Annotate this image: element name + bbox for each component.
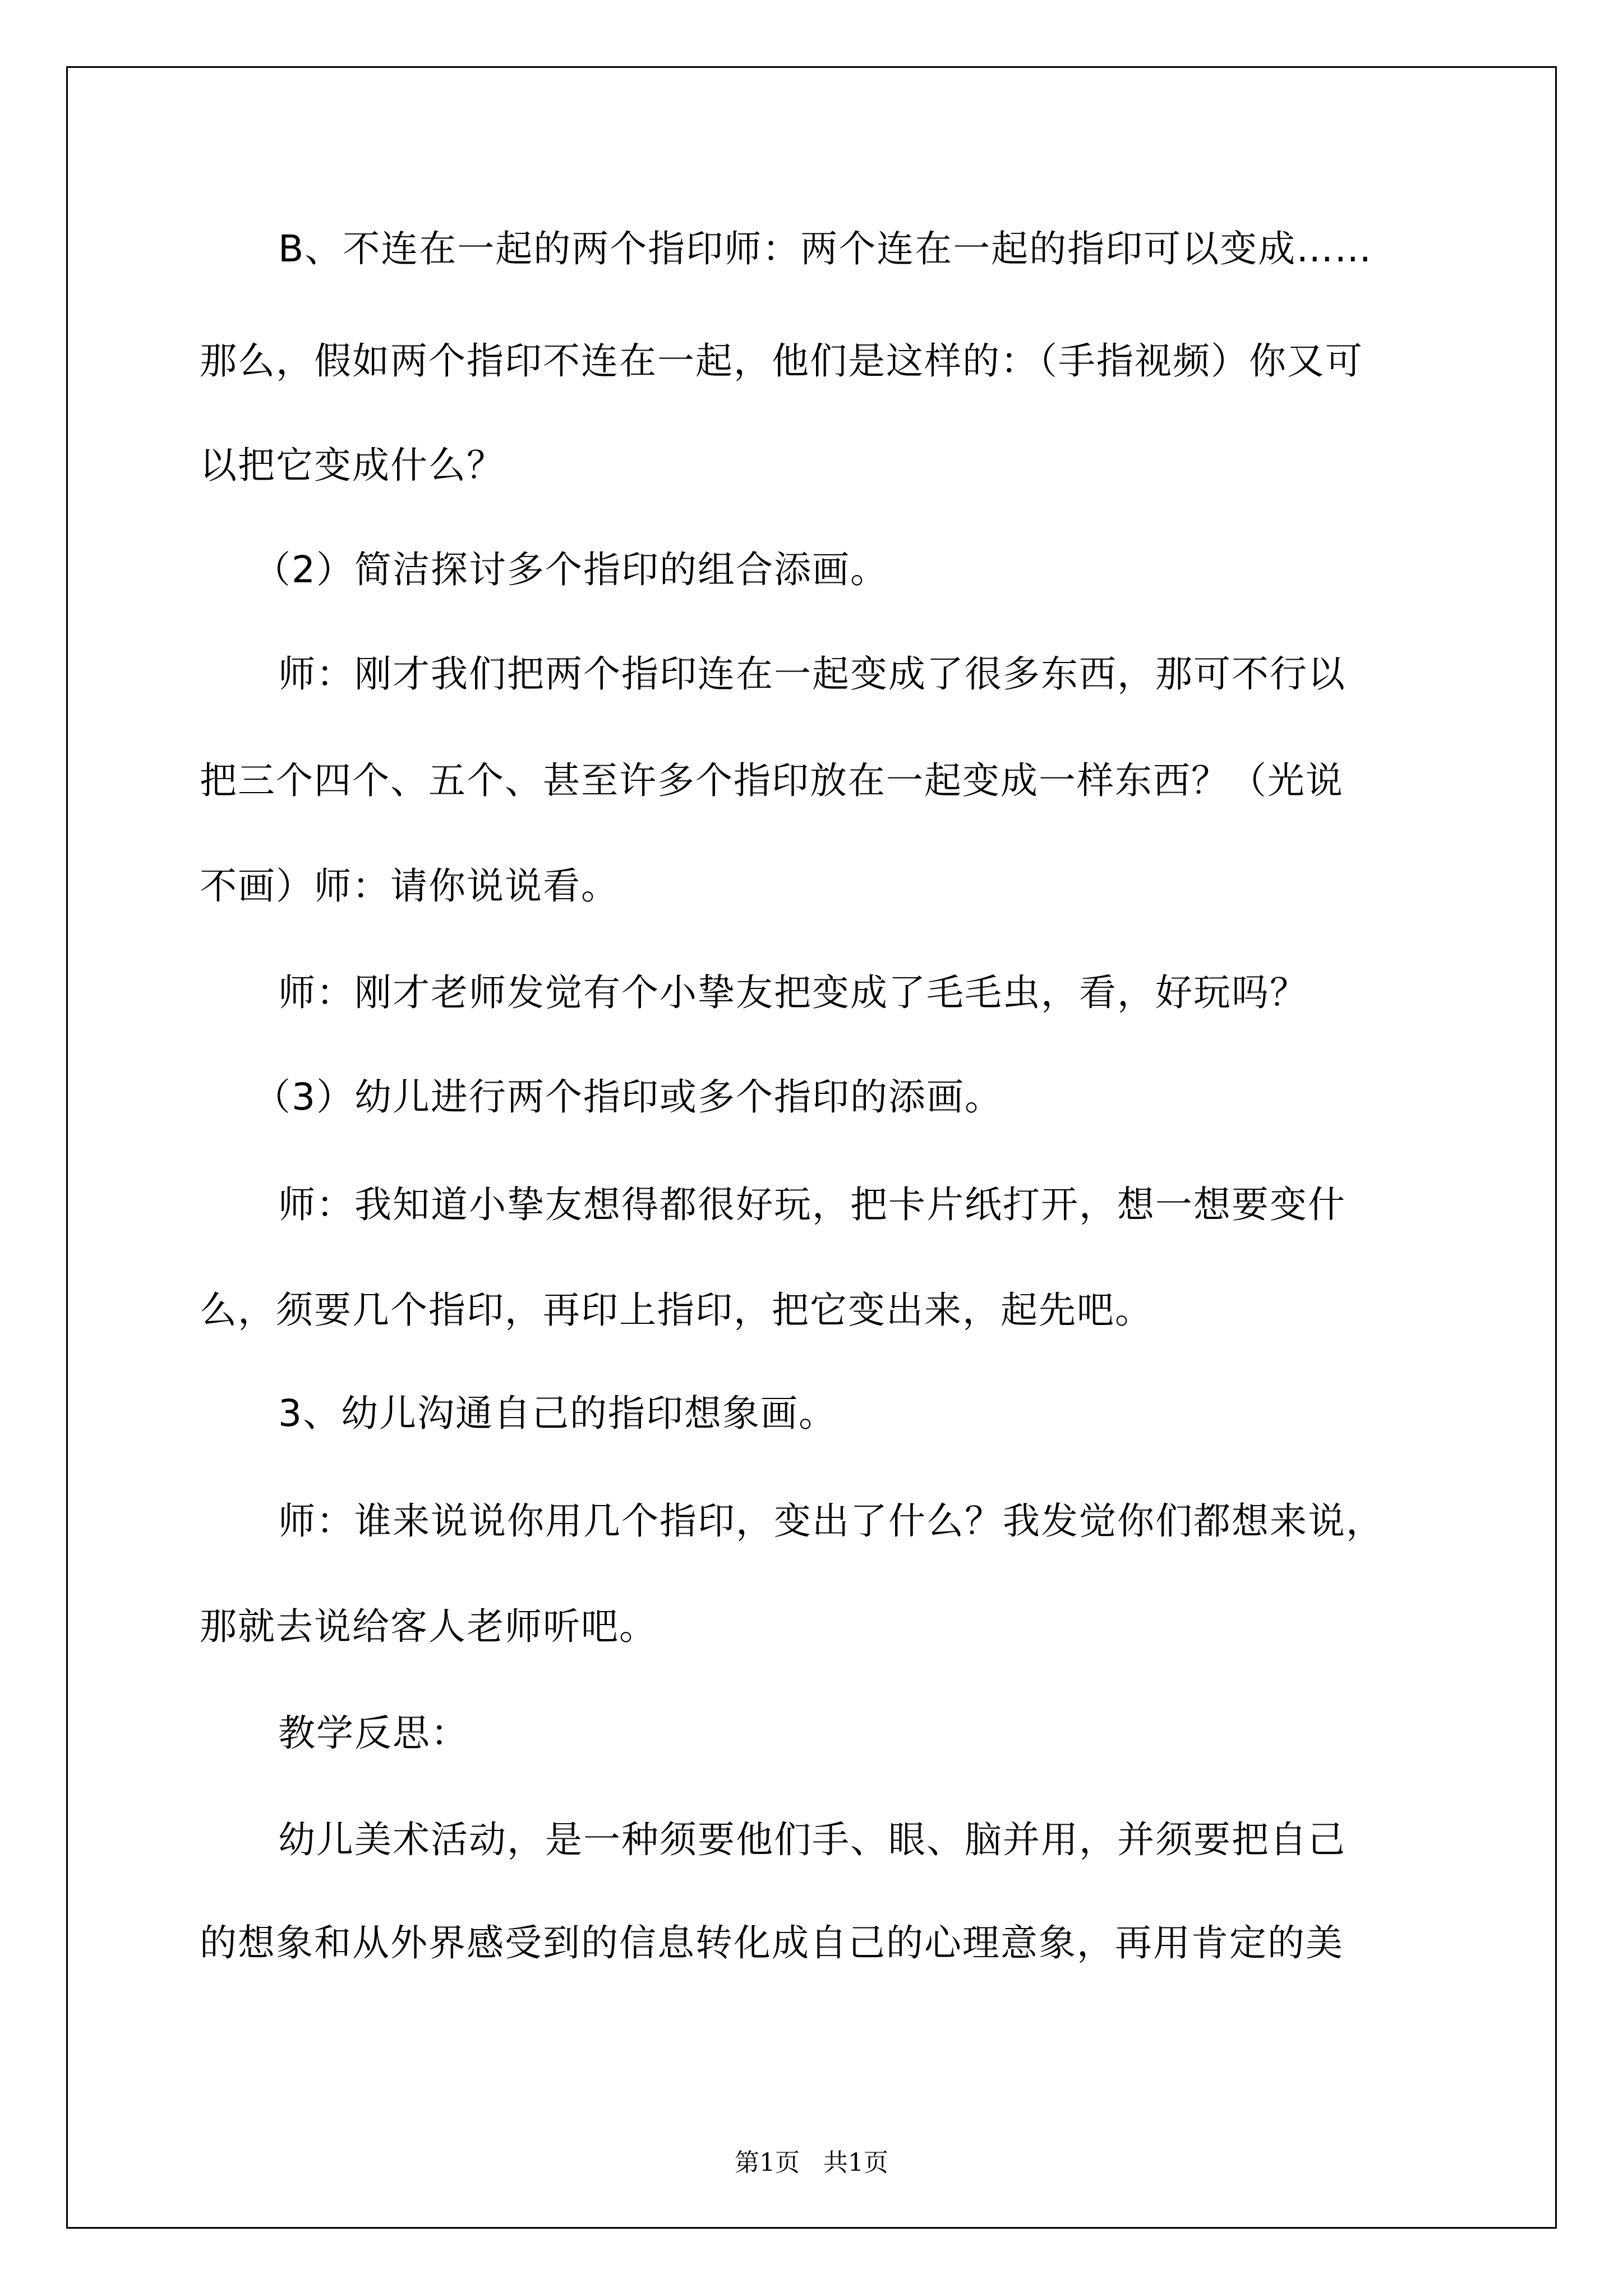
text-line: （2）简洁探讨多个指印的组合添画。 — [253, 548, 888, 591]
text-line: 师：刚才我们把两个指印连在一起变成了很多东西，那可不行以 — [278, 652, 1346, 696]
text-line: 么，须要几个指印，再印上指印，把它变出来，起先吧。 — [200, 1289, 1153, 1332]
text-line: 不画）师：请你说说看。 — [200, 864, 619, 908]
page-border — [66, 66, 1557, 2229]
text-line: 师：刚才老师发觉有个小挚友把变成了毛毛虫，看，好玩吗？ — [278, 971, 1308, 1014]
page-footer: 第1页 共1页 — [735, 2148, 888, 2177]
text-line: 的想象和从外界感受到的信息转化成自己的心理意象，再用肯定的美 — [200, 1921, 1344, 1964]
text-line: 那么，假如两个指印不连在一起，他们是这样的：（手指视频）你又可 — [200, 339, 1363, 383]
text-line: 3、幼儿沟通自己的指印想象画。 — [278, 1392, 837, 1435]
text-line: （3）幼儿进行两个指印或多个指印的添画。 — [253, 1075, 1003, 1119]
text-line: 把三个四个、五个、甚至许多个指印放在一起变成一样东西？（光说 — [200, 759, 1344, 802]
text-line: 幼儿美术活动，是一种须要他们手、眼、脑并用，并须要把自己 — [278, 1818, 1346, 1861]
text-line: 教学反思： — [278, 1711, 469, 1755]
text-line: 师：谁来说说你用几个指印，变出了什么？我发觉你们都想来说， — [278, 1499, 1384, 1543]
text-line: 那就去说给客人老师听吧。 — [200, 1605, 657, 1648]
text-line: 师：我知道小挚友想得都很好玩，把卡片纸打开，想一想要变什 — [278, 1183, 1346, 1226]
text-line: 以把它变成什么？ — [200, 444, 505, 487]
text-line: B、不连在一起的两个指印师：两个连在一起的指印可以变成…… — [278, 227, 1373, 270]
